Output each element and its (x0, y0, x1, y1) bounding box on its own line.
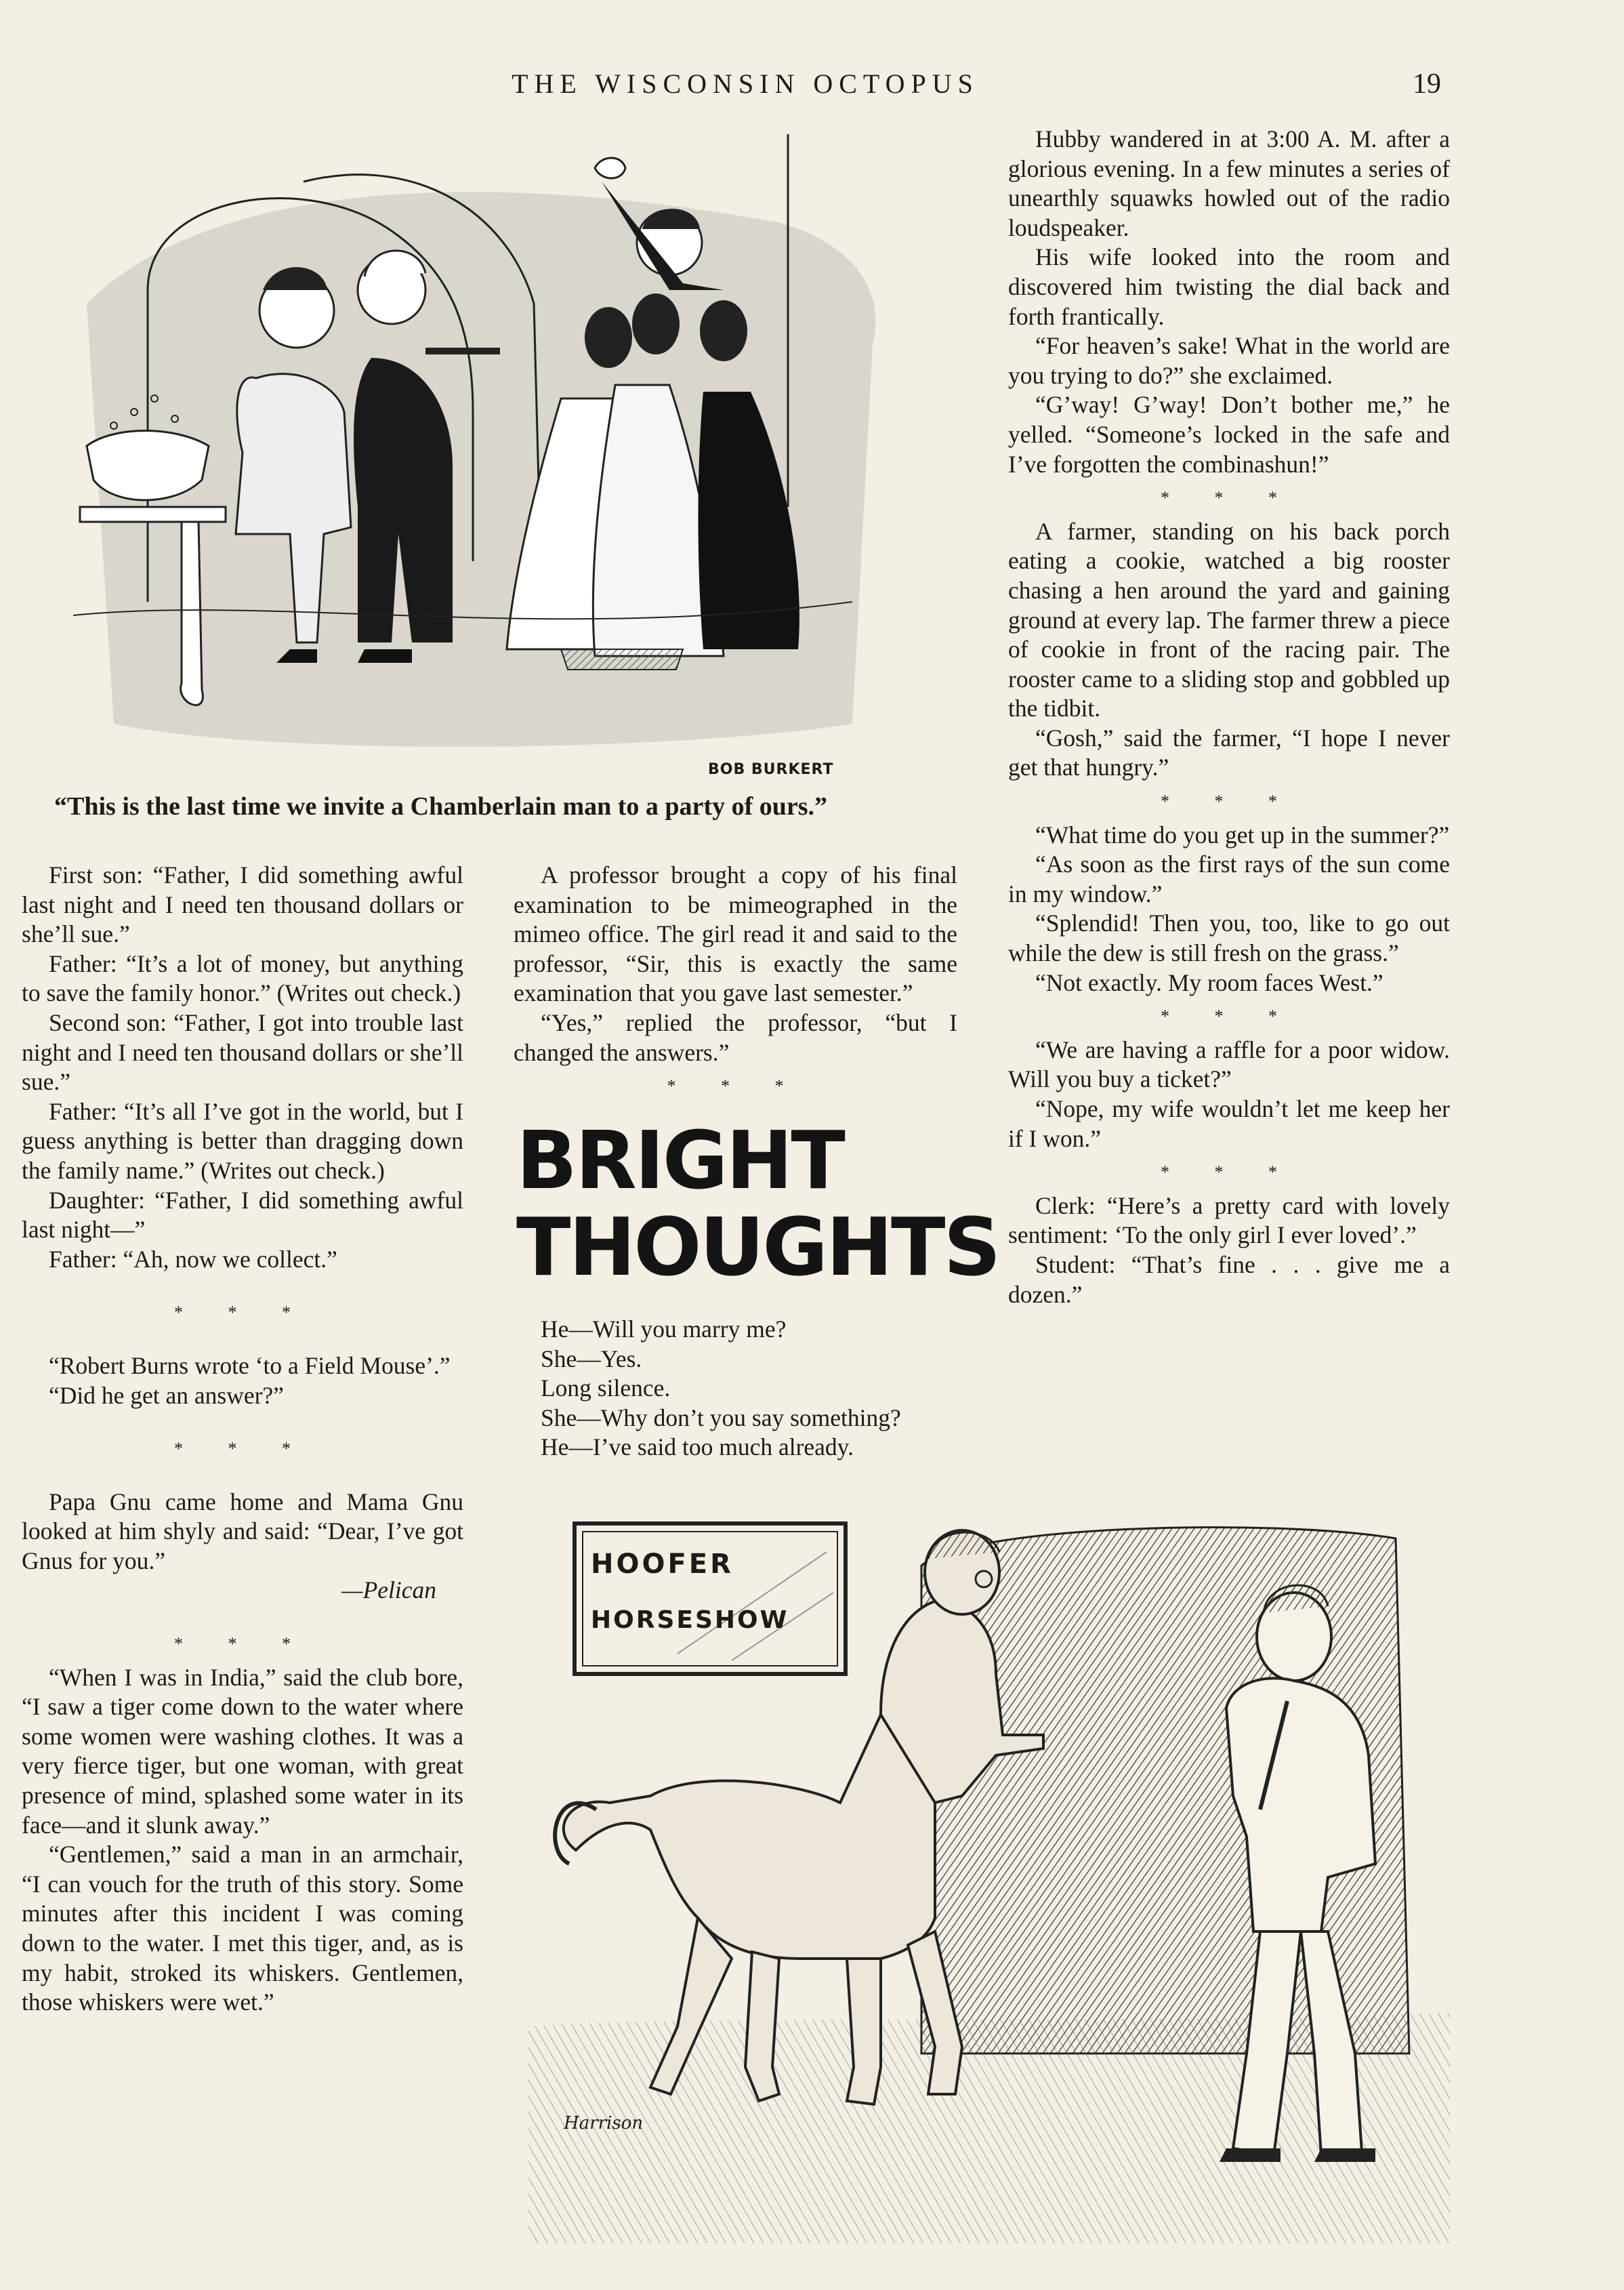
running-head: THE WISCONSIN OCTOPUS (512, 68, 979, 99)
section-separator: * * * (1161, 792, 1297, 812)
dialog-line: Long silence. (541, 1374, 671, 1402)
cartoon-caption: “This is the last time we invite a Chamberlain man to a party of ours.” (54, 792, 828, 821)
cartoon-signature-harrison: Harrison (564, 2113, 644, 2133)
section-separator: * * * (1161, 1006, 1297, 1027)
dialog-line: He—Will you marry me? (541, 1315, 787, 1343)
joke-paragraph: Second son: “Father, I got into trouble last night and I need ten thousand dollars or she’ll sue.” (22, 1008, 463, 1096)
section-separator: * * * (1161, 488, 1297, 508)
section-separator: * * * (174, 1634, 311, 1654)
dialog-line: He—I’ve said too much already. (541, 1433, 854, 1461)
joke-paragraph: “For heaven’s sake! What in the world are you trying to do?” she exclaimed. (1008, 332, 1450, 389)
joke-paragraph: “Splendid! Then you, too, like to go out while the dew is still fresh on the grass.” (1008, 909, 1450, 967)
section-separator: * * * (667, 1076, 804, 1097)
headline-line: THOUGHTS (516, 1200, 999, 1294)
section-separator: * * * (174, 1303, 311, 1323)
joke-paragraph: A professor brought a copy of his final examination to be mimeographed in the mimeo office. The girl read it and said to the professor, “Sir, this is exactly the same examination that you gave last semester.” (514, 861, 957, 1007)
joke-paragraph: “Gosh,” said the farmer, “I hope I never get that hungry.” (1008, 724, 1450, 781)
joke-paragraph: “Robert Burns wrote ‘to a Field Mouse’.” (49, 1351, 451, 1379)
joke-paragraph: Papa Gnu came home and Mama Gnu looked at him shyly and said: “Dear, I’ve got Gnus for you.” (22, 1488, 463, 1574)
column-middle (514, 861, 957, 1105)
joke-paragraph: “Nope, my wife wouldn’t let me keep her if I won.” (1008, 1095, 1450, 1152)
joke-paragraph: “Gentlemen,” said a man in an armchair, “I can vouch for the truth of this story. Some minutes after this incident I was coming down to the water. I met this tiger, and, as is my habit, stroked its whiskers. Gentlemen, those whiskers were wet.” (22, 1841, 463, 2016)
sign-text-hoofer: HOOFER (591, 1549, 734, 1580)
joke-paragraph: “Yes,” replied the professor, “but I changed the answers.” (514, 1008, 957, 1066)
joke-paragraph: “We are having a raffle for a poor widow. Will you buy a ticket?” (1008, 1036, 1450, 1093)
sign-text-horseshow: HORSESHOW (591, 1606, 789, 1634)
joke-paragraph: Student: “That’s fine . . . give me a dozen.” (1008, 1250, 1450, 1308)
joke-paragraph: Father: “It’s a lot of money, but anything to save the family honor.” (Writes out check.) (22, 949, 463, 1007)
headline-line: BRIGHT (516, 1113, 844, 1207)
section-separator: * * * (174, 1439, 311, 1459)
cartoon-centaur-illustration (528, 1511, 1450, 2243)
dialog-line: She—Why don’t you say something? (541, 1404, 901, 1431)
joke-paragraph: “G’way! G’way! Don’t bother me,” he yelled. “Someone’s locked in the safe and I’ve forgotten the combinashun!” (1008, 391, 1450, 478)
joke-paragraph: Hubby wandered in at 3:00 A. M. after a glorious evening. In a few minutes a series of unearthly squawks howled out of the radio loudspeaker. (1008, 125, 1450, 241)
joke-paragraph: First son: “Father, I did something awful last night and I need ten thousand dollars or she’ll sue.” (22, 861, 463, 948)
section-separator: * * * (1161, 1162, 1297, 1183)
joke-paragraph: “What time do you get up in the summer?” (1035, 821, 1450, 848)
section-headline (516, 1113, 999, 1294)
joke-paragraph: Father: “Ah, now we collect.” (49, 1245, 337, 1273)
joke-paragraph: “As soon as the first rays of the sun come in my window.” (1008, 851, 1450, 907)
joke-paragraph: Father: “It’s all I’ve got in the world, but I guess anything is better than dragging down the family name.” (Writes out check.) (22, 1097, 463, 1184)
dialog-block (541, 1315, 974, 1463)
joke-paragraph: “When I was in India,” said the club bore, “I saw a tiger come down to the water where some women were washing clothes. It was a very fierce tiger, but one woman, with great presence of mind, splashed some water in its face—and it slunk away.” (22, 1663, 463, 1839)
joke-paragraph: “Did he get an answer?” (49, 1381, 284, 1409)
joke-paragraph: Clerk: “Here’s a pretty card with lovely sentiment: ‘To the only girl I ever loved’.” (1008, 1191, 1450, 1249)
column-right (1008, 125, 1450, 1309)
source-credit: —Pelican (341, 1576, 436, 1604)
joke-paragraph: His wife looked into the room and discovered him twisting the dial back and forth frantically. (1008, 243, 1450, 330)
joke-paragraph: “Not exactly. My room faces West.” (1035, 968, 1383, 996)
dialog-line: She—Yes. (541, 1345, 642, 1372)
cartoon-signature-burkert: BOB BURKERT (708, 761, 834, 778)
joke-paragraph: A farmer, standing on his back porch eating a cookie, watched a big rooster chasing a hen around the yard and gaining ground at every lap. The farmer threw a piece of cookie in front of the racing pair. The rooster came to a sliding stop and gobbled up the tidbit. (1008, 517, 1450, 722)
column-left (22, 861, 463, 2018)
cartoon-party-illustration (73, 127, 954, 778)
page-number: 19 (1413, 68, 1441, 100)
joke-paragraph: Daughter: “Father, I did something awful last night—” (22, 1186, 463, 1244)
